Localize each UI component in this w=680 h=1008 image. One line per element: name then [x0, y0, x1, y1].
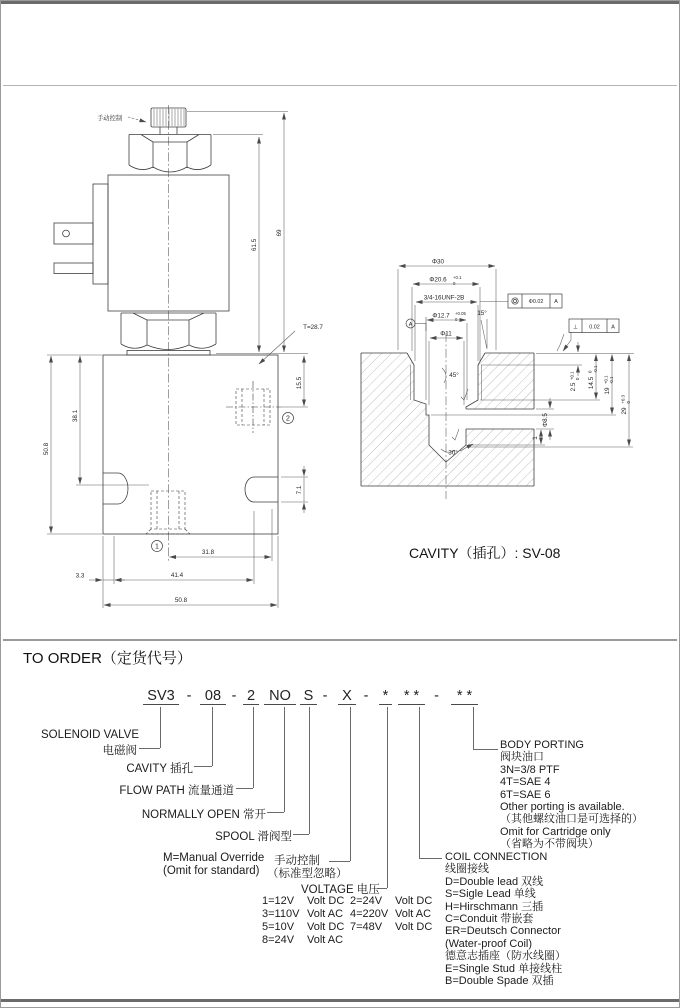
label-solenoid-valve-en: SOLENOID VALVE [41, 729, 139, 741]
dim-41-4: 41.4 [170, 572, 184, 579]
leader-voltage [387, 707, 388, 888]
dim-31-8: 31.8 [201, 549, 215, 556]
dim-2-5: 2.5 [570, 382, 577, 392]
cavity-hatched-section [361, 353, 534, 486]
code-dash: - [434, 688, 439, 704]
dim-dia-12-7-upper-tol: +0.05 [455, 311, 466, 316]
leader-coil [419, 707, 420, 858]
dim-50-8-bottom: 50.8 [174, 597, 188, 604]
dim-19-upper-tol: +0.1 [603, 375, 609, 384]
dim-50-8-left: 50.8 [43, 442, 50, 456]
leader-cavity-h [194, 766, 212, 767]
dim-61-5: 61.5 [251, 238, 258, 252]
angle-30: 30° [448, 449, 458, 457]
label-solenoid-valve-zh: 电磁阀 [102, 745, 137, 757]
roughness-icon [557, 334, 564, 351]
dim-2-5-upper-tol: +0.1 [569, 371, 575, 380]
dim-7-1: 7.1 [296, 485, 303, 495]
dim-dia-30: Φ30 [431, 258, 445, 266]
perpendicularity-icon: ⊥ [573, 324, 578, 331]
coil-connection-title: COIL CONNECTION [445, 851, 548, 863]
leader-spool [309, 707, 310, 834]
perpendicularity-datum: A [611, 324, 615, 331]
valve-dimension-labels [43, 113, 323, 604]
coil-option: (Water-proof Coil) [445, 937, 532, 950]
code-segment-spool: S [300, 688, 317, 705]
coil-option: ER=Deutsch Connector [445, 925, 561, 938]
concentricity-tolerance: Φ0.02 [528, 299, 544, 305]
valve-body [103, 355, 278, 534]
dim-19: 19 [604, 387, 611, 395]
coil-connection-subtitle: 线圈接线 [445, 863, 489, 876]
top-hex-nut [129, 135, 211, 173]
cavity-drawing [361, 259, 634, 562]
cavity-caption: CAVITY（插孔）: SV-08 [409, 545, 561, 561]
valve-dimensions [47, 112, 308, 609]
porting-option: （其他螺纹油口是可选择的） [500, 813, 643, 826]
leader-spool-h [293, 834, 309, 835]
leader-manual-h [329, 861, 350, 862]
porting-option: Other porting is available. [500, 801, 625, 814]
gdt-concentricity-frame [508, 294, 562, 308]
coil-connection-block [445, 851, 566, 987]
label-manual-override-zh1: 手动控制 [274, 855, 320, 867]
body-porting-title: BODY PORTING [500, 739, 584, 751]
voltage-cell: Volt AC [307, 908, 344, 920]
manual-override-label: 手动控制 [97, 115, 123, 122]
leader-porting-h [473, 749, 498, 750]
leader-cavity [212, 707, 213, 766]
dim-dia-11: Φ11 [440, 330, 452, 338]
dim-dia-8-5: Φ8.5 [542, 413, 549, 427]
dim-dia-20-6-lower-tol: 0 [453, 281, 456, 286]
code-segment-body-porting: * * [451, 688, 478, 705]
label-manual-override-en2: (Omit for standard) [163, 865, 260, 877]
coil-option: S=Sigle Lead 单线 [445, 888, 536, 901]
dim-dia-20-6: Φ20.6 [429, 276, 447, 284]
dim-29-lower-tol: 0 [626, 401, 631, 404]
voltage-cell: 5=10V [262, 921, 295, 933]
concentricity-datum: A [554, 299, 558, 305]
coil-option: C=Conduit 带嵌套 [445, 913, 534, 926]
code-segment-coil-connection: * * [398, 688, 425, 705]
port-2-outline [226, 381, 282, 433]
dim-dia-20-6-upper-tol: +0.1 [453, 275, 462, 280]
dim-3-3: 3.3 [75, 572, 85, 580]
porting-option: Omit for Cartridge only [500, 825, 611, 838]
perpendicularity-tolerance: 0.02 [589, 324, 600, 331]
leader-flow-h [236, 788, 253, 789]
port-1-marker [152, 541, 163, 552]
dim-t-28-7: T=28.7 [303, 324, 323, 331]
dim-15-5: 15.5 [296, 376, 303, 390]
dim-38-1: 38.1 [72, 409, 79, 423]
solenoid-coil [93, 175, 229, 311]
datum-a-letter: A [408, 322, 413, 328]
port-1-outline [146, 491, 190, 534]
leader-solenoid-h [139, 748, 160, 749]
coil-option: E=Single Stud 单接线柱 [445, 962, 563, 975]
coil-option: D=Double lead 双线 [445, 875, 544, 888]
dim-dia-12-7-lower-tol: 0 [455, 317, 458, 322]
voltage-cell: Volt DC [395, 921, 433, 933]
roughness-icon [452, 429, 459, 440]
voltage-cell: Volt DC [307, 921, 345, 933]
section-divider [3, 639, 677, 641]
label-cavity: CAVITY 插孔 [126, 763, 193, 775]
leader-porting [473, 707, 474, 749]
body-porting-subtitle: 阀块油口 [500, 751, 544, 764]
angle-15: 15° [477, 310, 487, 317]
code-segment-cavity: 08 [200, 688, 226, 705]
porting-option: 4T=SAE 4 [500, 776, 551, 789]
dim-29: 29 [621, 407, 628, 415]
dim-19-lower-tol: -0.1 [609, 376, 614, 384]
dim-69: 69 [276, 229, 283, 237]
label-spool: SPOOL 滑阀型 [215, 831, 292, 843]
port-2-marker [283, 413, 294, 424]
code-segment-manual: X [338, 688, 356, 705]
code-dash: - [363, 688, 369, 704]
coil-option: B=Double Spade 双插 [445, 975, 554, 988]
voltage-cell: Volt AC [395, 908, 432, 920]
code-dash: - [231, 688, 237, 704]
voltage-cell: Volt DC [307, 895, 345, 907]
port-2-number: 2 [286, 415, 290, 423]
voltage-cell: 7=48V [350, 921, 383, 933]
code-segment-model: SV3 [143, 688, 179, 705]
connector-spade [54, 223, 93, 274]
leader-normally-open-h [267, 812, 284, 813]
dim-thread: 3/4-16UNF-2B [423, 294, 465, 302]
valve-drawing [54, 105, 294, 561]
dim-29-upper-tol: +0.3 [620, 395, 626, 404]
porting-option: 6T=SAE 6 [500, 788, 551, 801]
dim-14-5-lower-tol: -0.1 [593, 365, 598, 373]
code-segment-voltage: * [379, 688, 392, 705]
label-manual-override-zh2: （标准型忽略） [267, 868, 348, 880]
voltage-cell: 8=24V [262, 934, 295, 946]
voltage-cell: 1=12V [262, 895, 295, 907]
port-1-number: 1 [155, 543, 159, 551]
voltage-cell: Volt AC [307, 934, 344, 946]
leader-flow [253, 707, 254, 788]
label-flow-path: FLOW PATH 流量通道 [119, 785, 234, 797]
leader-normally-open [284, 707, 285, 812]
dim-14-5-upper-tol: 0 [587, 370, 593, 373]
technical-drawing-area [1, 85, 680, 639]
coil-option: H=Hirschmann 三插 [445, 900, 544, 913]
datum-a-symbol [406, 317, 426, 331]
dim-2-5-lower-tol: 0 [575, 377, 580, 380]
porting-option: 3N=3/8 PTF [500, 763, 560, 776]
angle-45: 45° [449, 372, 459, 379]
voltage-cell: 3=110V [262, 908, 300, 920]
label-normally-open: NORMALLY OPEN 常开 [141, 809, 266, 821]
dim-dia-12-7: Φ12.7 [432, 312, 450, 320]
label-manual-override-en1: M=Manual Override [163, 852, 265, 864]
to-order-title: TO ORDER（定货代号） [23, 650, 192, 667]
leader-solenoid [160, 707, 161, 748]
dim-14-5: 14.5 [588, 376, 595, 390]
porting-option: （省略为不带阀块） [500, 838, 599, 851]
leader-manual [350, 707, 351, 861]
code-segment-normally-open: NO [264, 688, 296, 705]
bottom-border-bar [1, 999, 679, 1002]
gdt-perpendicularity-frame [569, 319, 619, 333]
top-border-bar [1, 1, 679, 4]
voltage-cell: 2=24V [350, 895, 383, 907]
code-dash: - [186, 688, 192, 704]
code-segment-flow-path: 2 [243, 688, 259, 705]
code-dash: - [322, 688, 328, 704]
label-voltage: VOLTAGE 电压 [301, 884, 380, 896]
coil-option: 德意志插座（防水线圈） [445, 950, 566, 963]
dim-1: 1 [532, 436, 539, 440]
voltage-cell: Volt DC [395, 895, 433, 907]
body-porting-block [500, 739, 643, 851]
leader-coil-h [419, 858, 442, 859]
voltage-cell: 4=220V [350, 908, 389, 920]
